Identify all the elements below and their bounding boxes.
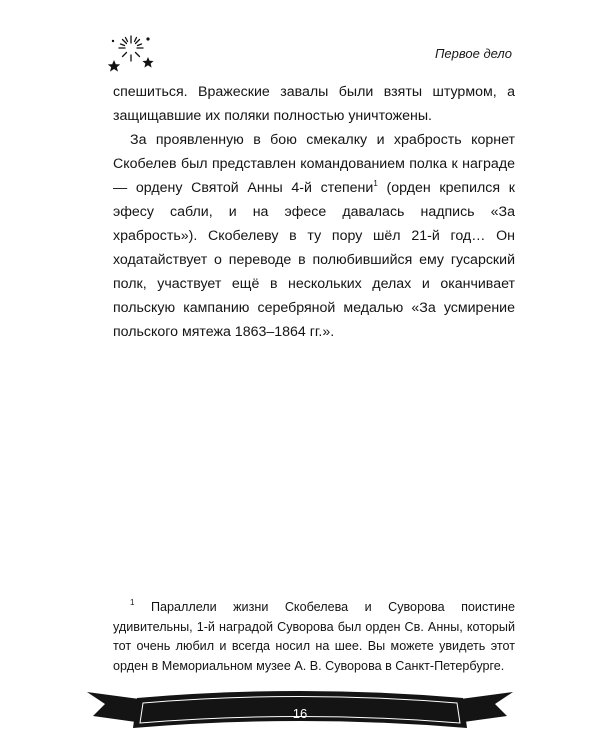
footnote-marker: 1 xyxy=(130,598,135,607)
footnote-text: Параллели жизни Скобелева и Суворова поистине удивительны, 1-й наградой Суворова был орден Св. Анны, который тот очень любил и всегда носил на шее. Вы можете увидеть этот орден в Мемориальном музее А. В. Суворова в Санкт-Петербурге. xyxy=(113,600,516,673)
paragraph-text: За проявленную в бою смекалку и храбрость корнет Скобелев был представлен командованием полка к награде — ордену Святой Анны 4-й степени xyxy=(113,132,515,196)
footnote xyxy=(113,598,515,676)
running-title: Первое дело xyxy=(435,46,512,61)
paragraph-text-cont: (орден крепился к эфесу сабли, и на эфесе давалась надпись «За храбрость»). Скобелеву в ту пору шёл 21-й год… Он ходатайствует о переводе в полюбившийся ему гусарский полк, участвует ещё в нескольких делах и оканчивает польскую кампанию серебряной медалью «За усмирение польского мятежа 1863–1864 гг.». xyxy=(113,180,515,340)
paragraph: спешиться. Вражеские завалы были взяты штурмом, а защищавшие их поляки полностью уничтожены. xyxy=(113,84,515,124)
page-number: 16 xyxy=(292,706,308,721)
fireworks-stars-icon xyxy=(104,33,158,73)
footnote-reference[interactable]: 1 xyxy=(373,179,378,188)
paragraph xyxy=(113,128,515,344)
main-text xyxy=(113,80,515,344)
footnote-block xyxy=(113,598,515,676)
